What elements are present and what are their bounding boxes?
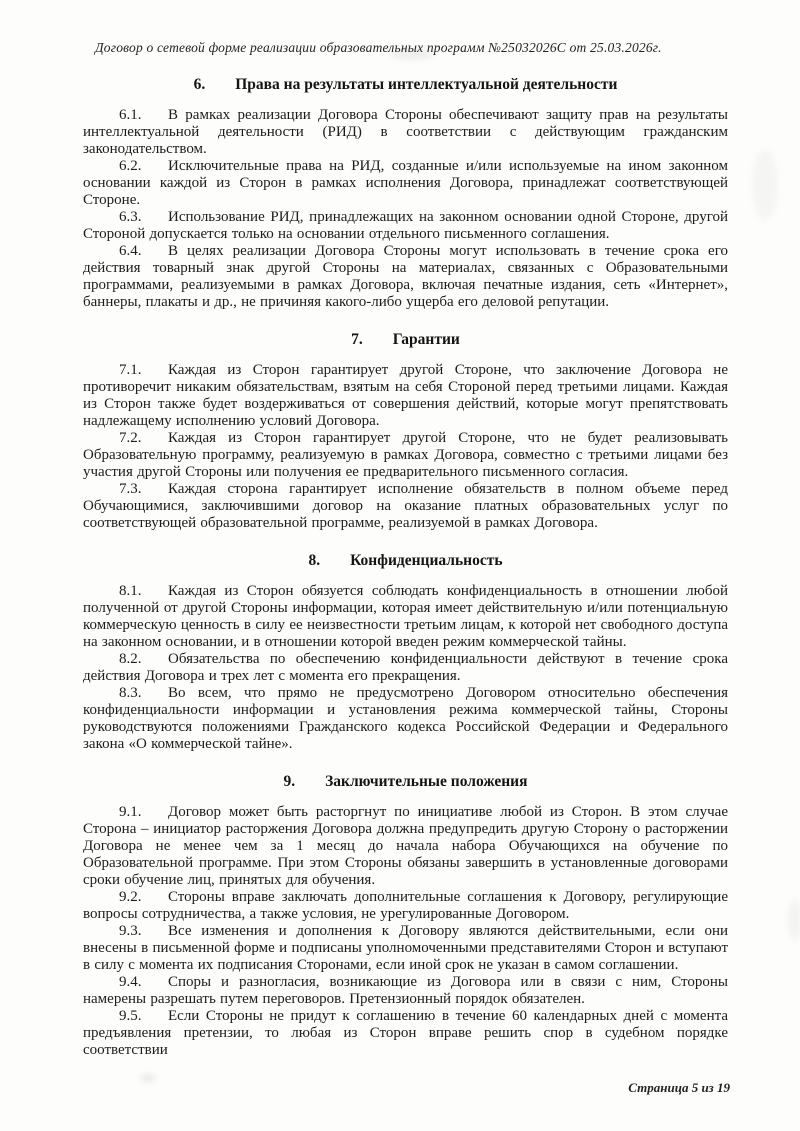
paragraph-number: 8.1. <box>119 583 142 599</box>
section-number: 7. <box>351 331 363 348</box>
paragraph-number: 9.4. <box>119 974 142 990</box>
paragraph-text: Каждая из Сторон обязуется соблюдать конфиденциальность в отношении любой полученной от другой Стороны информации, которая имеет действительную и/или потенциальную коммерческую ценность в силу ее неизвестности третьим лицам, к которой нет свободного доступа на законном основании, и в отношении которой введен режим коммерческой тайны. <box>83 583 728 650</box>
section-8 <box>83 552 728 753</box>
paragraph-number: 6.2. <box>119 158 142 174</box>
running-header: Договор о сетевой форме реализации образовательных программ №25032026С от 25.03.2026г. <box>95 40 662 55</box>
section-number: 8. <box>308 552 321 569</box>
paragraph-number: 8.3. <box>119 685 142 701</box>
section-number: 6. <box>193 76 206 93</box>
section-number: 9. <box>283 773 296 790</box>
paragraph-7-2 <box>83 430 728 481</box>
paragraph-number: 9.3. <box>119 923 142 939</box>
paragraph-number: 9.2. <box>119 889 142 905</box>
paragraph-text: Каждая сторона гарантирует исполнение обязательств в полном объеме перед Обучающимися, заключившими договор на оказание платных образовательных услуг по соответствующей образовательной программе, реализуемой в рамках Договора. <box>83 481 728 531</box>
section-heading <box>83 331 728 348</box>
page-number: Страница 5 из 19 <box>628 1080 730 1095</box>
paragraph-number: 6.3. <box>119 209 142 225</box>
section-title: Права на результаты интеллектуальной деятельности <box>235 76 618 93</box>
paragraph-text: Споры и разногласия, возникающие из Договора или в связи с ним, Стороны намерены разрешать путем переговоров. Претензионный порядок обязателен. <box>83 974 728 1007</box>
paragraph-text: В рамках реализации Договора Стороны обеспечивают защиту прав на результаты интеллектуальной деятельности (РИД) в соответствии с действующим гражданским законодательством. <box>83 107 728 157</box>
paragraph-text: В целях реализации Договора Стороны могут использовать в течение срока его действия товарный знак другой Стороны на материалах, связанных с Образовательными программами, реализуемыми в рамках Договора, включая печатные издания, сеть «Интернет», баннеры, плакаты и др., не причиняя какого-либо ущерба его деловой репутации. <box>83 243 728 310</box>
paragraph-number: 7.3. <box>119 481 142 497</box>
paragraph-text: Исключительные права на РИД, созданные и/или используемые на ином законном основании каждой из Сторон в рамках исполнения Договора, принадлежат соответствующей Стороне. <box>83 158 728 208</box>
paragraph-9-4 <box>83 974 728 1008</box>
paragraph-9-3 <box>83 923 728 974</box>
paragraph-text: Обязательства по обеспечению конфиденциальности действуют в течение срока действия Договора и трех лет с момента его прекращения. <box>83 651 728 684</box>
scan-smudge <box>752 150 778 220</box>
paragraph-number: 6.4. <box>119 243 142 259</box>
section-heading <box>83 773 728 790</box>
paragraph-text: Стороны вправе заключать дополнительные соглашения к Договору, регулирующие вопросы сотрудничества, а также условия, не урегулированные Договором. <box>83 889 728 922</box>
paragraph-number: 6.1. <box>119 107 142 123</box>
paragraph-text: Договор может быть расторгнут по инициативе любой из Сторон. В этом случае Сторона – инициатор расторжения Договора должна предупредить другую Сторону о расторжении Договора не менее чем за 1 месяц до начала набора Обучающихся на обучение по Образовательной программе. При этом Стороны обязаны завершить в установленные договорами сроки обучение лиц, принятых для обучения. <box>83 804 728 888</box>
section-title: Заключительные положения <box>325 773 528 790</box>
section-title: Конфиденциальность <box>350 552 503 569</box>
section-title: Гарантии <box>392 331 460 348</box>
paragraph-number: 8.2. <box>119 651 142 667</box>
paragraph-text: Все изменения и дополнения к Договору являются действительными, если они внесены в письменной форме и подписаны уполномоченными представителями Сторон и вступают в силу с момента их подписания Сторонами, если иной срок не указан в самом соглашении. <box>83 923 728 973</box>
paragraph-number: 7.2. <box>119 430 142 446</box>
paragraph-text: Во всем, что прямо не предусмотрено Договором относительно обеспечения конфиденциальности информации и установления режима коммерческой тайны, Стороны руководствуются положениями Гражданского кодекса Российской Федерации и Федерального закона «О коммерческой тайне». <box>83 685 728 752</box>
scan-smudge <box>788 900 800 940</box>
paragraph-number: 9.5. <box>119 1008 142 1024</box>
section-9 <box>83 773 728 1059</box>
paragraph-8-1 <box>83 583 728 651</box>
paragraph-9-5 <box>83 1008 728 1059</box>
paragraph-6-2 <box>83 158 728 209</box>
paragraph-number: 9.1. <box>119 804 142 820</box>
section-heading <box>83 76 728 93</box>
paragraph-text: Каждая из Сторон гарантирует другой Стороне, что заключение Договора не противоречит никаким обязательствам, взятым на себя Стороной перед третьими лицами. Каждая из Сторон также будет воздерживаться от совершения действий, которые могут препятствовать надлежащему исполнению условий Договора. <box>83 362 728 429</box>
paragraph-7-3 <box>83 481 728 532</box>
paragraph-8-2 <box>83 651 728 685</box>
paragraph-6-4 <box>83 243 728 311</box>
scan-smudge <box>140 1074 156 1082</box>
paragraph-number: 7.1. <box>119 362 142 378</box>
paragraph-text: Использование РИД, принадлежащих на законном основании одной Стороне, другой Стороной допускается только на основании отдельного письменного соглашения. <box>83 209 728 242</box>
paragraph-text: Каждая из Сторон гарантирует другой Стороне, что не будет реализовывать Образовательную программу, реализуемую в рамках Договора, совместно с третьими лицами без участия другой Стороны или получения ее предварительного письменного согласия. <box>83 430 728 480</box>
section-heading <box>83 552 728 569</box>
paragraph-6-3 <box>83 209 728 243</box>
section-7 <box>83 331 728 532</box>
paragraph-text: Если Стороны не придут к соглашению в течение 60 календарных дней с момента предъявления претензии, то любая из Сторон вправе решить спор в судебном порядке соответствии <box>83 1008 728 1058</box>
section-6 <box>83 76 728 311</box>
paragraph-9-1 <box>83 804 728 889</box>
paragraph-9-2 <box>83 889 728 923</box>
page-content <box>83 0 728 1059</box>
paragraph-6-1 <box>83 107 728 158</box>
paragraph-7-1 <box>83 362 728 430</box>
paragraph-8-3 <box>83 685 728 753</box>
